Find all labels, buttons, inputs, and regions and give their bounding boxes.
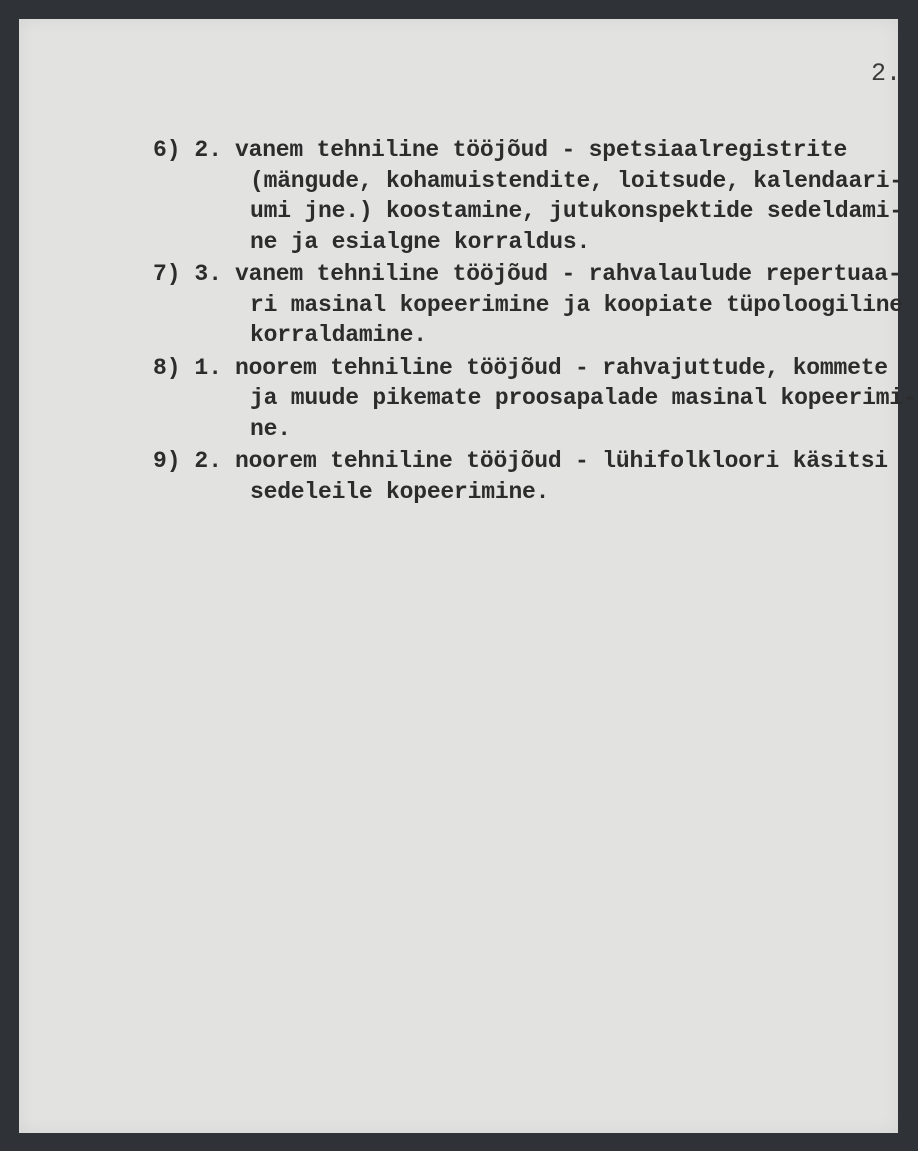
entry-number: 7) 3. [153, 261, 223, 287]
entry-line: noorem tehniline tööjõud - rahvajuttude, kommete [235, 354, 888, 381]
entry-list [153, 135, 917, 509]
entry-number: 9) 2. [153, 448, 223, 474]
entry-line: ne ja esialgne korraldus. [250, 228, 591, 255]
entry-line: vanem tehniline tööjõud - spetsiaalregistrite [235, 137, 848, 163]
entry-line: umi jne.) koostamine, jutukonspektide sedeldami- [250, 198, 903, 224]
entry-line: ri masinal kopeerimine ja koopiate tüpoloogiline [250, 291, 903, 318]
entry-line: ne. [250, 415, 291, 442]
list-item [153, 446, 913, 507]
entry-number: 6) 2. [153, 137, 223, 163]
entry-number: 8) 1. [153, 354, 223, 381]
entry-line: korraldamine. [250, 322, 427, 348]
entry-line: (mängude, kohamuistendite, loitsude, kalendaari- [250, 167, 903, 194]
list-item [153, 135, 913, 257]
entry-line: vanem tehniline tööjõud - rahvalaulude repertuaa- [235, 261, 902, 287]
list-item [153, 259, 913, 351]
list-item [153, 353, 917, 445]
page-number: 2. [871, 59, 902, 88]
entry-line: ja muude pikemate proosapalade masinal kopeerimi- [250, 385, 917, 411]
document-page [19, 19, 917, 1133]
entry-line: sedeleile kopeerimine. [250, 478, 550, 505]
entry-line: noorem tehniline tööjõud - lühifolkloori käsitsi [235, 448, 888, 474]
